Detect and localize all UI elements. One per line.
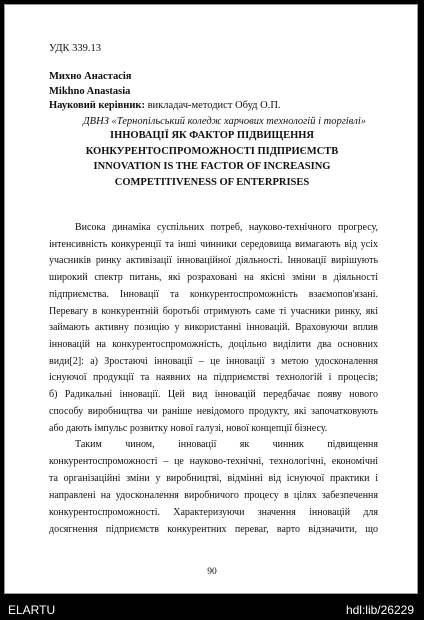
body-line: підприємства. Інновації та конкурентоспроможність взаємопов'язані. [49,289,378,300]
body-line: Таким чином, інновації як чинник підвищення [75,439,378,450]
handle-id: hdl:lib/26229 [345,603,414,617]
author-name-en: Mikhno Anastasia [49,86,131,97]
body-line: конкурентоспроможності. Характеризуючи значення інновацій для [49,507,378,518]
repository-name: ELARTU [8,603,56,617]
udk-code: УДК 339.13 [49,43,102,54]
body-line: учасників ринку активізації інноваційної діяльності. Інновації вирішують [49,255,378,266]
body-line: Перевагу в конкурентній боротьбі отримують саме ті учасники ринку, які [49,306,378,317]
body-line: інтенсивність конкуренції та інші чинники середовища вимагають від усіх [49,239,378,250]
body-line: займають активну позицію у використанні інновацій. Враховуючи вплив [49,322,378,333]
body-line: способу виробництва чи раніше невідомого продукту, які започатковують [49,406,378,417]
body-line: інновацій на конкурентоспроможність, доцільно виділити два основних [49,339,378,350]
document-page [4,4,418,594]
author-name-ua: Михно Анастасія [49,71,132,82]
body-line: б) Радикальні інновації. Цей вид інновацій передбачає появу нового [49,389,378,400]
title-en-line-2: COMPETITIVENESS OF ENTERPRISES [114,177,310,188]
supervisor-line [49,99,281,112]
title-ua-line-2: КОНКУРЕНТОСПРОМОЖНОСТІ ПІДПРИЄМСТВ [85,146,339,157]
body-line: види[2]: а) Зростаючі інновації – це інновації з метою удосконалення [49,356,378,367]
institution: ДВНЗ «Тернопільський коледж харчових технологій і торгівлі» [83,116,367,127]
body-line: Висока динаміка суспільних потреб, науково-технічного прогресу, [75,222,378,233]
body-line: направлені на удосконалення виробничого процесу в цілях забезпечення [49,490,378,501]
supervisor-label: Науковий керівник: [49,100,145,111]
body-line: або дають імпульс розвитку нової галузі, нової концепції бізнесу. [49,423,328,434]
body-line: широкий спектр питань, які розраховані на якісні зміни в діяльності [49,272,378,283]
body-line: конкурентоспроможності – це науково-технічні, технологічні, економічні [49,456,378,467]
title-en-line-1: INNOVATION IS THE FACTOR OF INCREASING [93,161,331,172]
supervisor-value: викладач-методист Обуд О.П. [144,100,281,111]
footer-bar [0,600,424,620]
body-line: існуючої продукції та наявних на підприємстві технологій і процесів; [49,372,378,383]
page-number: 90 [207,567,217,577]
body-line: та організаційні зміни у виробництві, відмінні від існуючої практики і [49,473,378,484]
body-line: досягнення підприємств конкурентних переваг, варто відзначити, що [49,524,378,535]
title-ua-line-1: ІННОВАЦІЇ ЯК ФАКТОР ПІДВИЩЕННЯ [109,130,315,141]
